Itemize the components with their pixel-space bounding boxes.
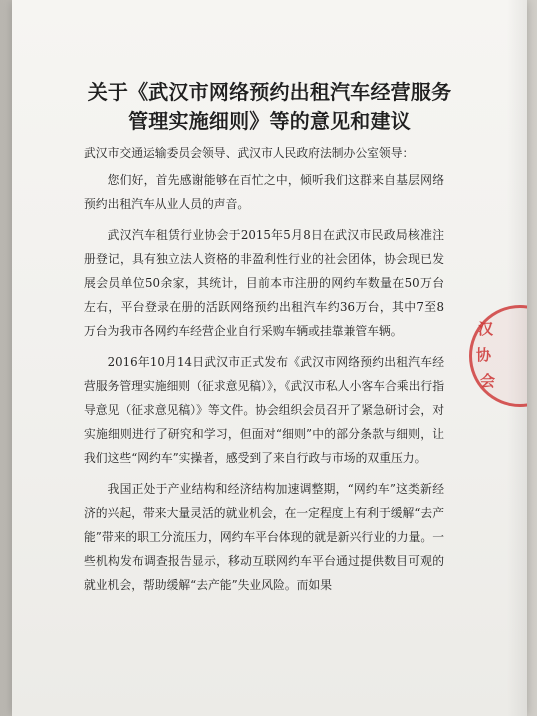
- document-page: [12, 0, 527, 716]
- salutation: 武汉市交通运输委员会领导、武汉市人民政府法制办公室领导：: [84, 146, 415, 160]
- stamp-char-2: 协: [476, 346, 492, 364]
- paragraph-3: 2016年10月14日武汉市正式发布《武汉市网络预约出租汽车经营服务管理实施细则（征求意见稿）》，《武汉市私人小客车合乘出行指导意见（征求意见稿）》等文件。协会组织会员召开了紧急研讨会，对实施细则进行了研究和学习，但面对“细则”中的部分条款与细则，让我们这些“网约车”实操者，感受到了来自行政与市场的双重压力。: [84, 355, 444, 465]
- document-body: [84, 142, 444, 605]
- red-seal-stamp: [469, 305, 527, 407]
- paragraph-4: 我国正处于产业结构和经济结构加速调整期，“网约车”这类新经济的兴起，带来大量灵活的就业机会，在一定程度上有利于缓解“去产能”带来的职工分流压力，网约车平台体现的就是新兴行业的力量。一些机构发布调查报告显示，移动互联网约车平台通过提供数目可观的就业机会，帮助缓解“去产能”失业风险。而如果: [84, 482, 444, 592]
- paragraph-1: 您们好，首先感谢能够在百忙之中，倾听我们这群来自基层网络预约出租汽车从业人员的声音。: [84, 172, 444, 211]
- document-title-line-1: 关于《武汉市网络预约出租汽车经营服务: [87, 80, 452, 104]
- stamp-char-1: 汉: [478, 320, 494, 338]
- stamp-char-3: 会: [480, 372, 496, 390]
- paragraph-2: 武汉汽车租赁行业协会于2015年5月8日在武汉市民政局核准注册登记，具有独立法人资格的非盈利性行业的社会团体，协会现已发展会员单位50余家，其统计，目前本市注册的网约车数量在50万台左右，平台登录在册的活跃网络预约出租汽车约36万台，其中7至8万台为我市各网约车经营企业自行采购车辆或挂靠兼管车辆。: [84, 228, 444, 338]
- document-title-line-2: 管理实施细则》等的意见和建议: [128, 109, 411, 133]
